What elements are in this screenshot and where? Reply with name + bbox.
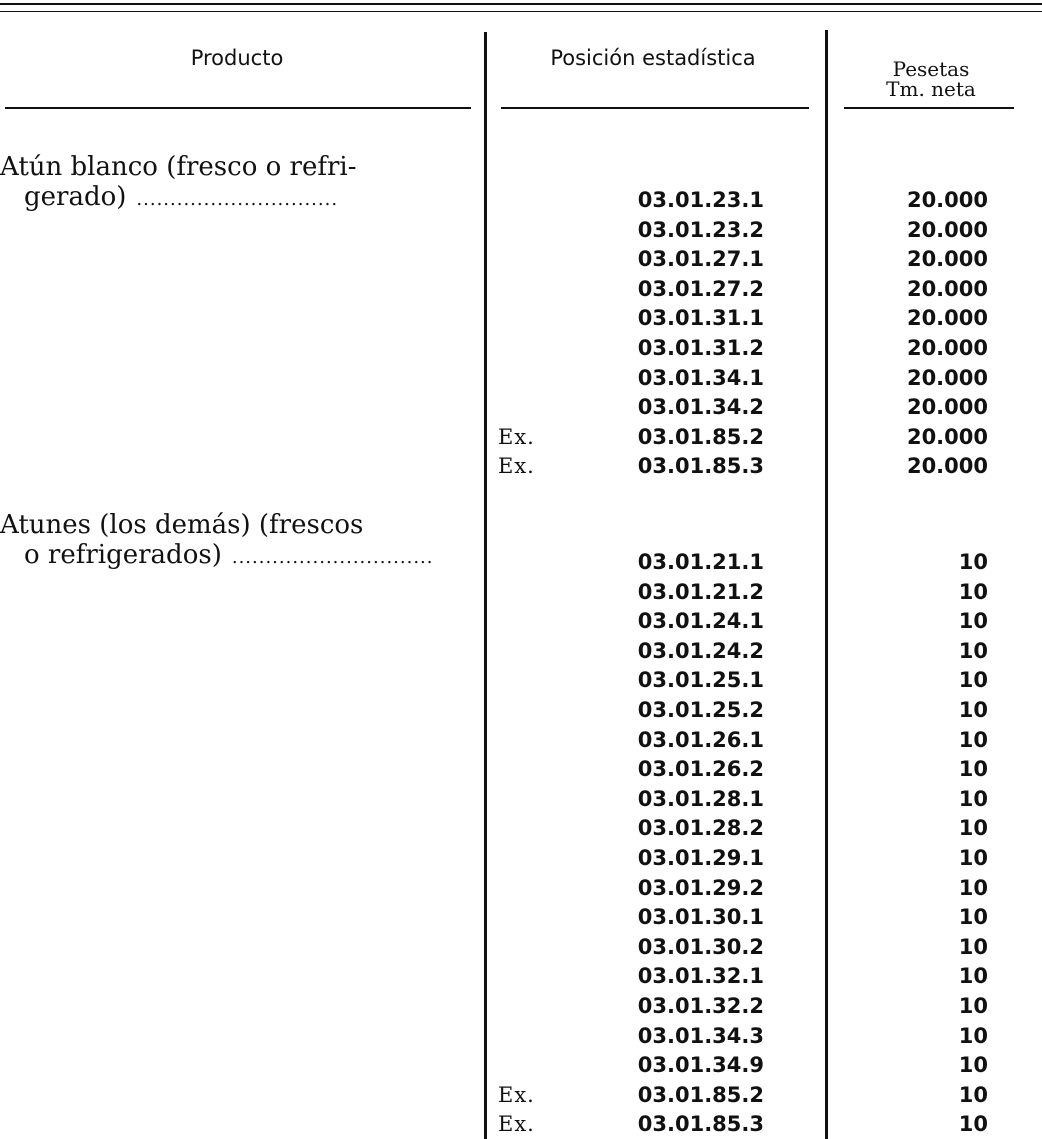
price-value: 20.000 (906, 424, 988, 449)
price-value: 10 (958, 994, 988, 1018)
header-underline (501, 107, 809, 109)
product-name: Atunes (los demás) (frescos (0, 510, 364, 540)
product-name: Atún blanco (fresco o refri- (0, 152, 357, 182)
header-underline (5, 107, 471, 109)
tariff-code: 03.01.85.2 (637, 1082, 764, 1107)
product-name-cont: o refrigerados) (24, 540, 222, 570)
price-value: 20.000 (906, 365, 988, 390)
price-value: 10 (958, 875, 988, 900)
top-rule (0, 3, 1042, 5)
price-value: 20.000 (906, 217, 988, 242)
tariff-code: 03.01.29.2 (637, 875, 764, 900)
tariff-code: 03.01.28.2 (637, 816, 764, 841)
price-value: 10 (958, 698, 988, 722)
price-value: 20.000 (906, 247, 988, 272)
price-value: 10 (958, 816, 988, 841)
price-value: 10 (958, 579, 988, 604)
tariff-code: 03.01.23.2 (637, 217, 764, 242)
ex-prefix: Ex. (498, 1112, 535, 1137)
header-posicion: Posición estadística (550, 46, 756, 70)
column-divider (825, 30, 828, 1139)
tariff-code: 03.01.24.2 (637, 638, 764, 663)
price-value: 20.000 (906, 454, 988, 479)
header-underline (844, 107, 1014, 109)
price-value: 10 (958, 1112, 988, 1137)
price-value: 10 (958, 905, 988, 930)
price-value: 20.000 (906, 276, 988, 301)
tariff-code: 03.01.85.3 (637, 1112, 764, 1137)
tariff-code: 03.01.85.2 (637, 424, 764, 449)
product-atun-blanco (0, 152, 474, 215)
tariff-code: 03.01.30.2 (637, 934, 764, 959)
price-value: 10 (958, 668, 988, 693)
tariff-code: 03.01.28.1 (637, 786, 764, 811)
tariff-code: 03.01.30.1 (637, 905, 764, 930)
dot-leader: .............................. (136, 189, 339, 210)
header-producto: Producto (190, 46, 284, 70)
tariff-code: 03.01.26.1 (637, 727, 764, 752)
price-value: 10 (958, 638, 988, 663)
price-value: 10 (958, 757, 988, 782)
price-value: 20.000 (906, 336, 988, 360)
price-value: 20.000 (906, 306, 988, 331)
top-rule-thin (0, 11, 1042, 12)
price-value: 20.000 (906, 395, 988, 420)
column-divider (484, 32, 487, 1139)
price-value: 10 (958, 786, 988, 811)
product-name-cont: gerado) (24, 182, 127, 212)
dot-leader: .............................. (231, 547, 434, 568)
price-value: 10 (958, 550, 988, 574)
tariff-code: 03.01.21.1 (637, 550, 764, 574)
tariff-code: 03.01.26.2 (637, 757, 764, 782)
tariff-code: 03.01.29.1 (637, 846, 764, 870)
tariff-code: 03.01.25.1 (637, 668, 764, 693)
tariff-code: 03.01.32.1 (637, 964, 764, 989)
tariff-code: 03.01.31.2 (637, 336, 764, 360)
tariff-code: 03.01.27.1 (637, 247, 764, 272)
price-value: 10 (958, 964, 988, 989)
ex-prefix: Ex. (498, 424, 535, 449)
price-value: 10 (958, 1053, 988, 1078)
price-value: 10 (958, 727, 988, 752)
price-value: 10 (958, 1082, 988, 1107)
tariff-code: 03.01.21.2 (637, 579, 764, 604)
price-value: 10 (958, 846, 988, 870)
tariff-code: 03.01.34.9 (637, 1053, 764, 1078)
tariff-code: 03.01.85.3 (637, 454, 764, 479)
tariff-code: 03.01.24.1 (637, 609, 764, 634)
tariff-code: 03.01.34.2 (637, 395, 764, 420)
tariff-code: 03.01.34.1 (637, 365, 764, 390)
price-value: 10 (958, 609, 988, 634)
price-value: 20.000 (906, 188, 988, 212)
ex-prefix: Ex. (498, 454, 535, 479)
tariff-code: 03.01.27.2 (637, 276, 764, 301)
tariff-code: 03.01.34.3 (637, 1023, 764, 1048)
price-value: 10 (958, 1023, 988, 1048)
header-pesetas: Pesetas (892, 57, 970, 81)
header-unidad: Tm. neta (886, 77, 976, 101)
product-atunes-demas (0, 510, 474, 573)
price-value: 10 (958, 934, 988, 959)
ex-prefix: Ex. (498, 1082, 535, 1107)
tariff-code: 03.01.23.1 (637, 188, 764, 212)
tariff-code: 03.01.32.2 (637, 994, 764, 1018)
tariff-code: 03.01.25.2 (637, 698, 764, 722)
tariff-code: 03.01.31.1 (637, 306, 764, 331)
